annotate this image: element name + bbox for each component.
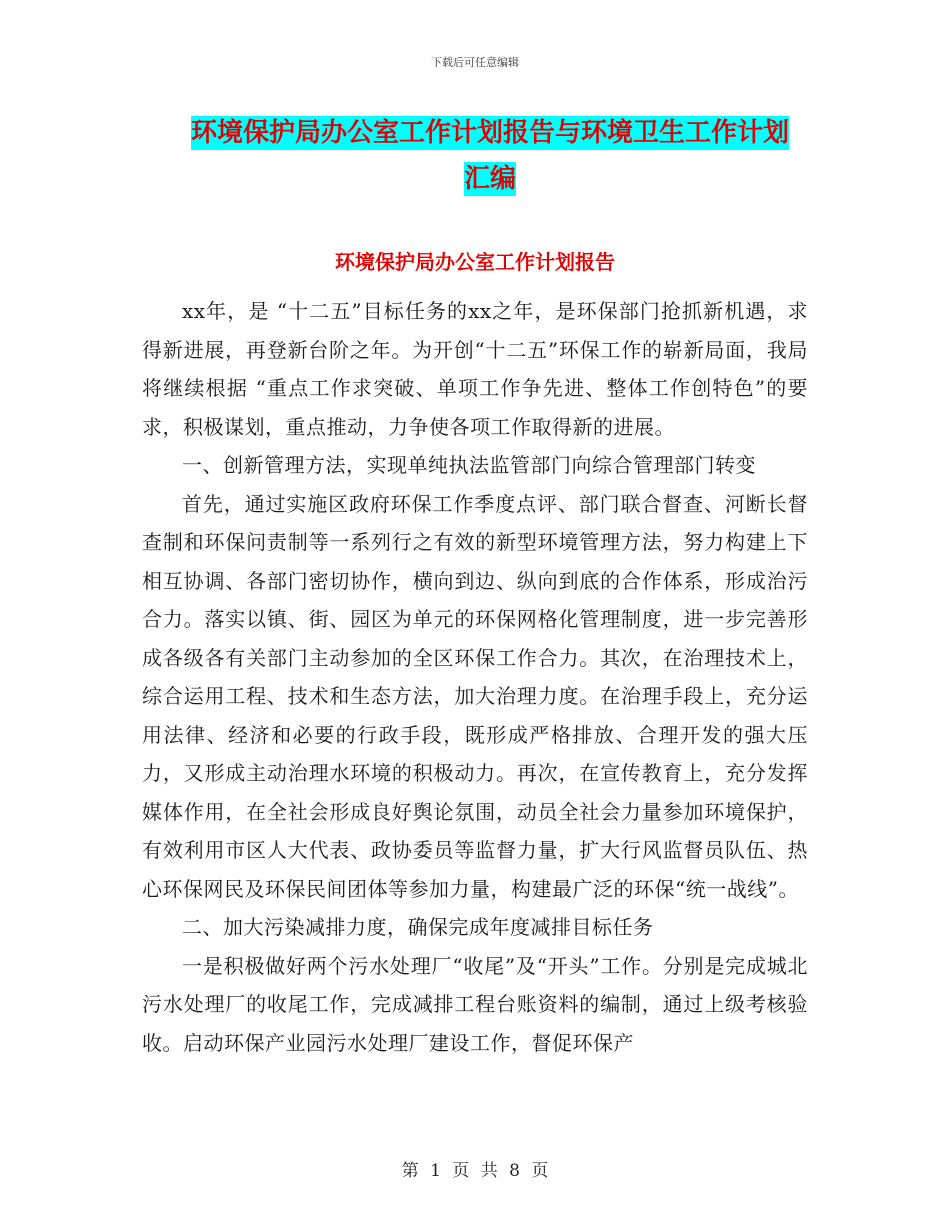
document-title: [140, 110, 840, 202]
body-paragraph: xx年，是 “十二五”目标任务的xx之年，是环保部门抢抓新机遇，求得新进展，再登新台阶之年。为开创“十二五”环保工作的崭新局面，我局将继续根据 “重点工作求突破、单项工作争先进、整体工作创特色”的要求，积极谋划，重点推动，力争使各项工作取得新的进展。: [142, 299, 808, 439]
document-title-line1: 环境保护局办公室工作计划报告与环境卫生工作计划: [190, 118, 789, 148]
body-paragraph: 首先，通过实施区政府环保工作季度点评、部门联合督查、河断长督查制和环保问责制等一系列行之有效的新型环境管理方法，努力构建上下相互协调、各部门密切协作，横向到边、纵向到底的合作体系，形成治污合力。落实以镇、街、园区为单元的环保网格化管理制度，进一步完善形成各级各有关部门主动参加的全区环保工作合力。其次，在治理技术上，综合运用工程、技术和生态方法，加大治理力度。在治理手段上，充分运用法律、经济和必要的行政手段，既形成严格排放、合理开发的强大压力，又形成主动治理水环境的积极动力。再次，在宣传教育上，充分发挥媒体作用，在全社会形成良好舆论氛围，动员全社会力量参加环境保护，有效利用市区人大代表、政协委员等监督力量，扩大行风监督员队伍、热心环保网民及环保民间团体等参加力量，构建最广泛的环保“统一战线”。: [142, 491, 808, 901]
document-body: [142, 292, 808, 1062]
page-header-note: 下载后可任意编辑: [431, 56, 519, 69]
section-heading-2: 二、加大污染减排力度，确保完成年度减排目标任务: [182, 915, 654, 939]
section-title: 环境保护局办公室工作计划报告: [335, 250, 615, 274]
section-heading-1: 一、创新管理方法，实现单纯执法监管部门向综合管理部门转变: [182, 453, 756, 477]
document-title-line2: 汇编: [463, 164, 516, 194]
page-number-footer: 第 1 页 共 8 页: [401, 1161, 549, 1181]
body-paragraph: 一是积极做好两个污水处理厂“收尾”及“开头”工作。分别是完成城北污水处理厂的收尾工作，完成减排工程台账资料的编制，通过上级考核验收。启动环保产业园污水处理厂建设工作，督促环保产: [142, 953, 808, 1055]
